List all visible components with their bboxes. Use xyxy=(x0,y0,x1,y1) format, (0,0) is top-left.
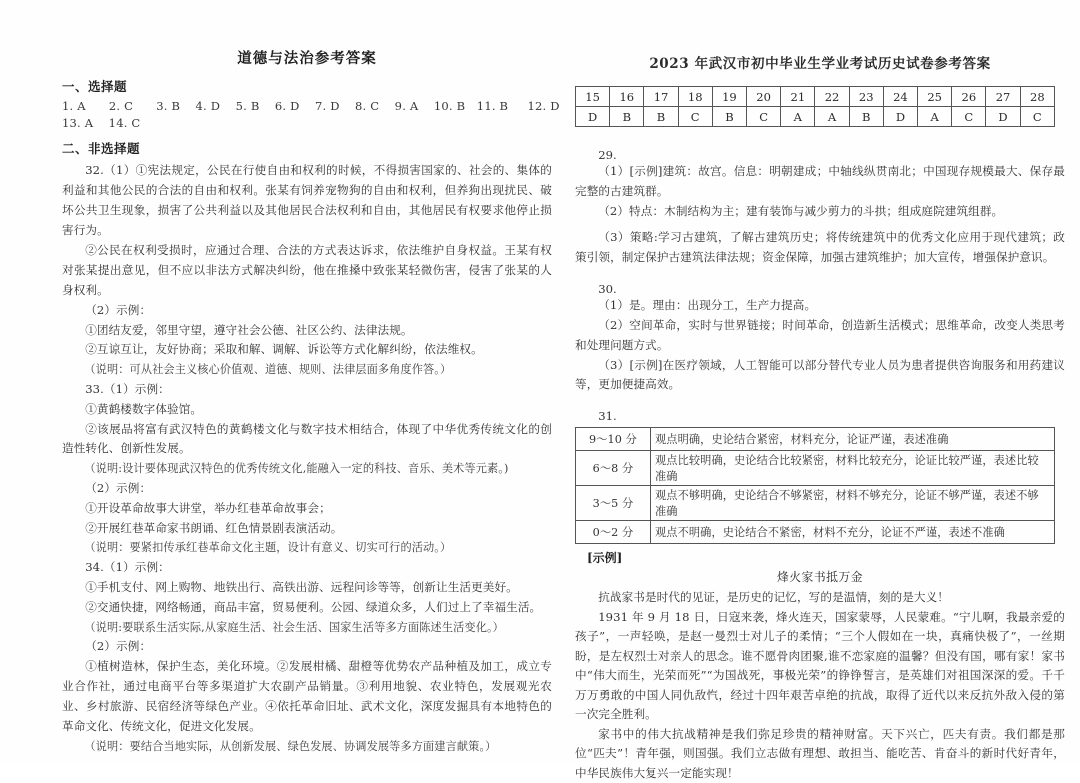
question-34-part2-items: ①植树造林，保护生态，美化环境。②发展柑橘、甜橙等优势农产品种植及加工，成立专业合作社，通过电商平台等多渠道扩大农副产品销量。③利用地貌、农业特色，发展观光农业、乡村旅游、民宿经济等绿色产业。④依托革命旧址、武术文化，深度发掘具有本地特色的革命文化、传统文化，促进文化发展。 xyxy=(62,658,552,733)
right-page-title: 2023 年武汉市初中毕业生学业考试历史试卷参考答案 xyxy=(649,56,991,72)
table-cell-number: 18 xyxy=(678,87,712,107)
table-cell-answer: D xyxy=(986,107,1020,127)
example-essay-paragraph-1: 抗战家书是时代的见证，是历史的记忆，写的是温情，刻的是大义！ xyxy=(598,590,950,605)
right-column xyxy=(575,0,1065,780)
table-cell-answer: D xyxy=(576,107,610,127)
question-34-note-2: （说明：要结合当地实际，从创新发展、绿色发展、协调发展等多方面建言献策。） xyxy=(84,739,497,753)
question-30-part1: （1）是。理由：出现分工，生产力提高。 xyxy=(598,297,817,312)
table-cell-answer: A xyxy=(781,107,815,127)
rubric-description: 观点明确，史论结合紧密，材料充分，论证严谨，表述准确 xyxy=(651,428,1055,451)
question-33-note-2: （说明：要紧扣传承红巷革命文化主题，设计有意义、切实可行的活动。） xyxy=(84,541,452,555)
question-32-part2-item1: ①团结友爱，邻里守望，遵守社会公德、社区公约、法律法规。 xyxy=(85,322,413,337)
table-row xyxy=(576,451,1055,486)
table-row-question-numbers xyxy=(576,87,1055,107)
section-heading-multiple-choice: 一、选择题 xyxy=(62,79,128,94)
question-34-part1-label: 34.（1）示例： xyxy=(85,559,170,574)
question-34-part1-item2: ②交通快捷，网络畅通，商品丰富，贸易便利。公园、绿道众多，人们过上了幸福生活。 xyxy=(85,599,542,614)
table-cell-number: 25 xyxy=(918,87,952,107)
question-34-part1-item1: ①手机支付、网上购物、地铁出行、高铁出游、远程问诊等等，创新让生活更美好。 xyxy=(85,579,518,594)
question-29-part1: （1）[示例]建筑：故宫。信息：明朝建成；中轴线纵贯南北；中国现存规模最大、保存最完整的古建筑群。 xyxy=(575,164,1065,198)
question-29-part3: （3）策略:学习古建筑，了解古建筑历史；将传统建筑中的优秀文化应用于现代建筑；政策引领，制定保护古建筑法律法规；资金保障，加强古建筑维护；加大宣传，增强保护意识。 xyxy=(575,229,1065,264)
table-cell-answer: B xyxy=(610,107,644,127)
table-cell-number: 28 xyxy=(1020,87,1054,107)
rubric-score-band: 6～8 分 xyxy=(576,451,651,486)
question-32-part1-a: 32.（1）①宪法规定，公民在行使自由和权利的时候，不得损害国家的、社会的、集体的利益和其他公民的合法的自由和权利。张某有饲养宠物狗的自由和权利，但养狗出现扰民、破坏公共卫生现象，损害了公共利益以及其他居民合法权利和自由，其他居民有权要求他停止损害行为。 xyxy=(62,163,552,237)
example-essay-tag: [示例] xyxy=(587,551,623,566)
question-30-part3: （3）[示例]在医疗领域，人工智能可以部分替代专业人员为患者提供咨询服务和用药建议等，更加便捷高效。 xyxy=(575,357,1065,392)
table-cell-answer: A xyxy=(815,107,849,127)
table-cell-number: 23 xyxy=(849,87,883,107)
table-cell-number: 19 xyxy=(712,87,746,107)
scoring-rubric-table xyxy=(575,427,1055,544)
table-row xyxy=(576,521,1055,544)
example-essay-paragraph-3: 家书中的伟大抗战精神是我们弥足珍贵的精神财富。天下兴亡，匹夫有责。我们都是那位“匹夫”！青年强，则国强。我们立志做有理想、敢担当、能吃苦、肯奋斗的新时代好青年，中华民族伟大复兴一定能实现！ xyxy=(575,726,1065,780)
table-cell-answer: C xyxy=(952,107,986,127)
section-heading-non-multiple-choice: 二、非选择题 xyxy=(62,141,141,156)
table-cell-answer: D xyxy=(883,107,917,127)
table-cell-answer: A xyxy=(918,107,952,127)
question-32-part1-b: ②公民在权利受损时，应通过合理、合法的方式表达诉求，依法维护自身权益。王某有权对张某提出意见，但不应以非法方式解决纠纷，他在推搡中致张某轻微伤害，侵害了张某的人身权利。 xyxy=(62,242,552,297)
table-row xyxy=(576,428,1055,451)
table-row-answers xyxy=(576,107,1055,127)
table-cell-number: 27 xyxy=(986,87,1020,107)
question-34-part2-label: （2）示例： xyxy=(85,638,152,653)
table-cell-answer: C xyxy=(1020,107,1054,127)
example-essay-title: 烽火家书抵万金 xyxy=(776,570,864,585)
question-33-part1-item2: ②该展品将富有武汉特色的黄鹤楼文化与数字技术相结合，体现了中华优秀传统文化的创造性转化、创新性发展。 xyxy=(62,421,552,456)
multiple-choice-answers-line-1: 1. A 2. C 3. B 4. D 5. B 6. D 7. D 8. C 9. A 10. B 11. B 12. D xyxy=(62,99,560,113)
rubric-score-band: 9～10 分 xyxy=(576,428,651,451)
question-33-note-1: （说明:设计要体现武汉特色的优秀传统文化,能融入一定的科技、音乐、美术等元素。) xyxy=(84,462,509,476)
question-30-number: 30. xyxy=(598,281,617,296)
multiple-choice-answers-line-2: 13. A 14. C xyxy=(62,116,141,130)
question-33-part1-label: 33.（1）示例： xyxy=(85,381,170,396)
table-cell-answer: C xyxy=(747,107,781,127)
question-33-part2-label: （2）示例： xyxy=(85,480,152,495)
question-32-note: （说明：可从社会主义核心价值观、道德、规则、法律层面多角度作答。） xyxy=(84,363,452,377)
table-cell-answer: C xyxy=(678,107,712,127)
question-29-number: 29. xyxy=(598,148,617,162)
left-page-title: 道德与法治参考答案 xyxy=(237,50,377,67)
objective-answer-table xyxy=(575,86,1055,127)
table-cell-answer: B xyxy=(644,107,678,127)
question-31-number: 31. xyxy=(598,409,617,424)
question-32-part2-label: （2）示例： xyxy=(85,302,152,317)
question-33-part1-item1: ①黄鹤楼数字体验馆。 xyxy=(85,401,203,416)
table-cell-number: 15 xyxy=(576,87,610,107)
table-cell-number: 16 xyxy=(610,87,644,107)
table-cell-answer: B xyxy=(712,107,746,127)
question-34-note-1: （说明:要联系生活实际,从家庭生活、社会生活、国家生活等多方面陈述生活变化。） xyxy=(84,620,504,634)
rubric-score-band: 0～2 分 xyxy=(576,521,651,544)
table-cell-number: 20 xyxy=(747,87,781,107)
table-cell-number: 22 xyxy=(815,87,849,107)
table-cell-number: 26 xyxy=(952,87,986,107)
table-row xyxy=(576,486,1055,521)
question-32-part2-item2: ②互谅互让，友好协商；采取和解、调解、诉讼等方式化解纠纷，依法维权。 xyxy=(85,342,483,357)
rubric-description: 观点不够明确，史论结合不够紧密，材料不够充分，论证不够严谨，表述不够准确 xyxy=(651,486,1055,521)
rubric-description: 观点不明确，史论结合不紧密，材料不充分，论证不严谨，表述不准确 xyxy=(651,521,1055,544)
example-essay-paragraph-2: 1931 年 9 月 18 日，日寇来袭，烽火连天，国家蒙辱，人民蒙难。“宁儿啊，我最亲爱的孩子”，一声轻唤，是赵一曼烈士对儿子的柔情；“三个人假如在一块，真痛快极了”，一丝期盼，是左权烈士对亲人的思念。谁不愿骨肉团聚,谁不恋家庭的温馨？但没有国，哪有家！家书中“伟大而生，光荣而死”“为国战死，事极光荣”的铮铮誓言，是英雄们对祖国深深的爱。千千万万勇敢的中国人同仇敌忾，经过十四年艰苦卓绝的抗战，取得了近代以来反抗外敌入侵的第一次完全胜利。 xyxy=(575,609,1065,722)
rubric-score-band: 3～5 分 xyxy=(576,486,651,521)
question-29-part2: （2）特点：木制结构为主；建有装饰与减少剪力的斗拱；组成庭院建筑组群。 xyxy=(598,203,1004,218)
table-cell-answer: B xyxy=(849,107,883,127)
table-cell-number: 24 xyxy=(883,87,917,107)
table-cell-number: 21 xyxy=(781,87,815,107)
left-column xyxy=(62,0,560,762)
question-33-part2-item2: ②开展红巷革命家书朗诵、红色情景剧表演活动。 xyxy=(85,520,343,535)
question-33-part2-item1: ①开设革命故事大讲堂，举办红巷革命故事会； xyxy=(85,500,331,515)
table-cell-number: 17 xyxy=(644,87,678,107)
rubric-description: 观点比较明确，史论结合比较紧密，材料比较充分，论证比较严谨，表述比较准确 xyxy=(651,451,1055,486)
question-30-part2: （2）空间革命，实时与世界链接；时间革命，创造新生活模式；思维革命，改变人类思考和处理问题方式。 xyxy=(575,317,1065,352)
